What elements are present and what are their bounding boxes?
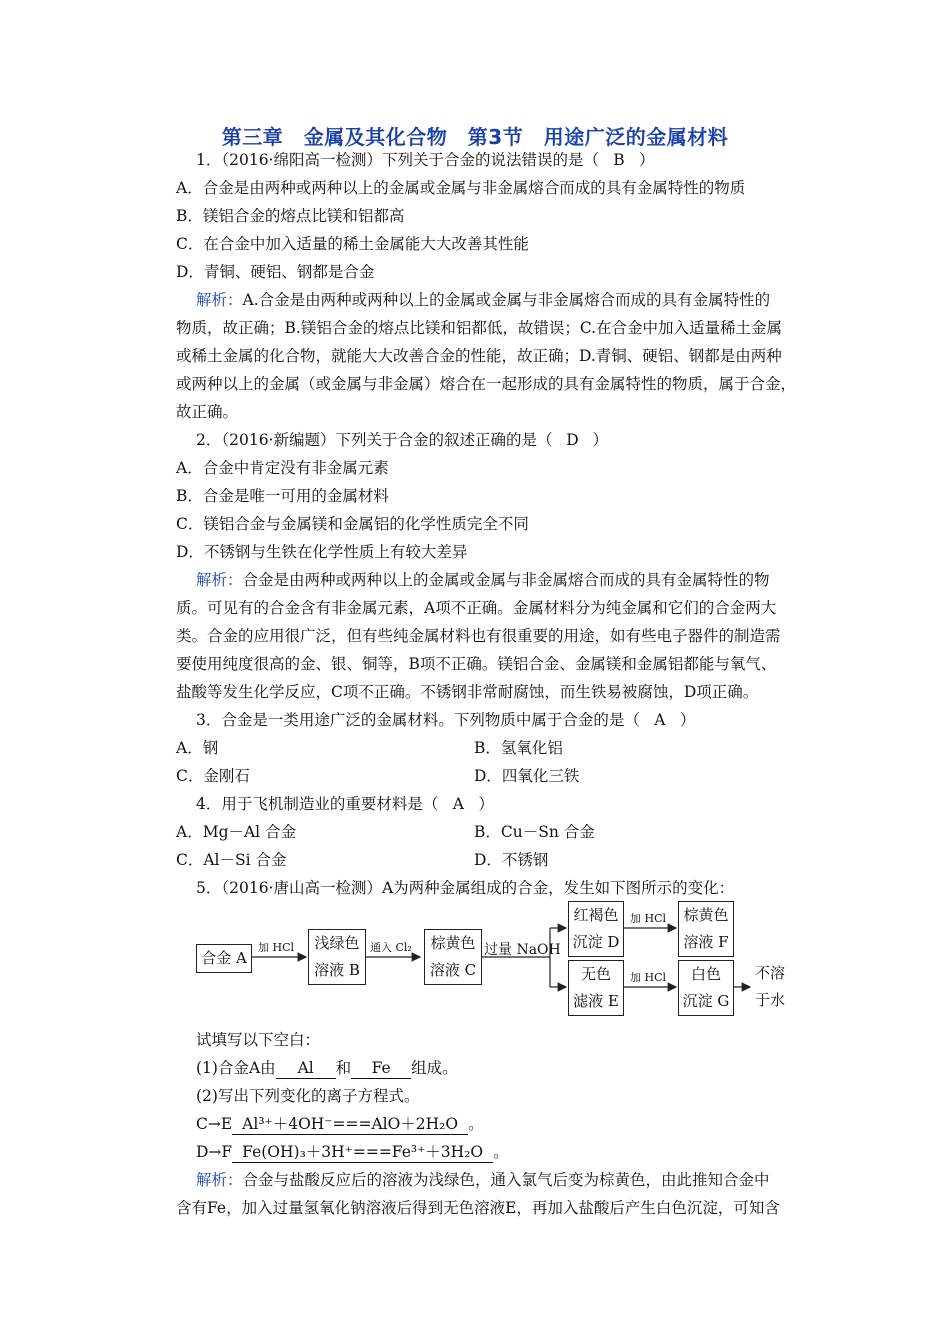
box-filtrate-e: 无色 滤液 E	[568, 960, 624, 1016]
analysis-label: 解析：	[196, 571, 243, 589]
q5-part1: (1)合金A由 Al 和 Fe 组成。	[196, 1059, 458, 1077]
q1-option-c: C．在合金中加入适量的稀土金属能大大改善其性能	[176, 235, 529, 253]
box-solution-b: 浅绿色 溶液 B	[308, 929, 366, 985]
q1-analysis-line: 解析：A.合金是由两种或两种以上的金属或金属与非金属熔合而成的具有金属特性的	[196, 291, 771, 309]
q1-option-b: B．镁铝合金的熔点比镁和铝都高	[176, 207, 405, 225]
answer-blank: Fe(OH)₃＋3H⁺===Fe³⁺＋3H₂O	[232, 1142, 493, 1163]
q2-analysis-line: 质。可见有的合金含有非金属元素，A项不正确。金属材料分为纯金属和它们的合金两大	[176, 599, 777, 617]
page-title: 第三章 金属及其化合物 第3节 用途广泛的金属材料	[221, 125, 729, 149]
q5-equation-df: D→F Fe(OH)₃＋3H⁺===Fe³⁺＋3H₂O 。	[196, 1143, 509, 1161]
q1-analysis-line: 或两种以上的金属（或金属与非金属）熔合在一起形成的具有金属特性的物质，属于合金，	[176, 375, 797, 393]
q4-option-a: A．Mg－Al 合金	[176, 823, 297, 841]
q4-option-b: B．Cu－Sn 合金	[474, 823, 595, 841]
q1-option-d: D．青铜、硬铝、钢都是合金	[176, 263, 375, 281]
q3-option-a: A．钢	[176, 739, 219, 757]
q3-option-b: B．氢氧化铝	[474, 739, 563, 757]
answer-blank: Al	[276, 1058, 336, 1079]
q2-option-b: B．合金是唯一可用的金属材料	[176, 487, 389, 505]
q5-equation-ce: C→E Al³⁺＋4OH⁻===AlO＋2H₂O 。	[196, 1115, 484, 1133]
box-solution-c: 棕黄色 溶液 C	[424, 929, 482, 985]
q2-answer: D	[566, 431, 579, 449]
result-insoluble: 不溶 于水	[752, 960, 788, 1014]
q5-fill-intro: 试填写以下空白：	[196, 1031, 321, 1049]
q3-option-d: D．四氧化三铁	[474, 767, 580, 785]
q3-option-c: C．金刚石	[176, 767, 250, 785]
q1-answer: B	[613, 151, 625, 169]
box-solution-f: 棕黄色 溶液 F	[678, 901, 734, 957]
q2-option-a: A．合金中肯定没有非金属元素	[176, 459, 389, 477]
q5-part2: (2)写出下列变化的离子方程式。	[196, 1087, 420, 1105]
q4-stem: 4．用于飞机制造业的重要材料是（ A ）	[196, 795, 494, 813]
box-precipitate-d: 红褐色 沉淀 D	[568, 901, 624, 957]
q2-analysis-line: 盐酸等发生化学反应，C项不正确。不锈钢非常耐腐蚀，而生铁易被腐蚀，D项正确。	[176, 683, 759, 701]
q2-option-c: C．镁铝合金与金属镁和金属铝的化学性质完全不同	[176, 515, 529, 533]
answer-blank: Al³⁺＋4OH⁻===AlO＋2H₂O	[232, 1114, 468, 1135]
analysis-label: 解析：	[196, 291, 243, 309]
q1-stem: 1．（2016·绵阳高一检测）下列关于合金的说法错误的是（ B ）	[196, 151, 655, 169]
q1-option-a: A．合金是由两种或两种以上的金属或金属与非金属熔合而成的具有金属特性的物质	[176, 179, 746, 197]
arrow-label: 加 HCl	[630, 971, 667, 984]
q3-answer: A	[654, 711, 666, 729]
q4-option-c: C．Al－Si 合金	[176, 851, 287, 869]
q4-answer: A	[452, 795, 464, 813]
q2-analysis-line: 类。合金的应用很广泛，但有些纯金属材料也有很重要的用途，如有些电子器件的制造需	[176, 627, 781, 645]
box-precipitate-g: 白色 沉淀 G	[678, 960, 734, 1016]
arrow-label: 加 HCl	[258, 941, 295, 954]
q5-stem: 5．（2016·唐山高一检测）A为两种金属组成的合金，发生如下图所示的变化：	[196, 879, 735, 897]
arrow-label: 通入 Cl₂	[370, 941, 412, 954]
q2-option-d: D．不锈钢与生铁在化学性质上有较大差异	[176, 543, 468, 561]
q1-analysis-line: 故正确。	[176, 403, 239, 421]
q1-analysis-line: 或稀土金属的化合物，就能大大改善合金的性能，故正确；D.青铜、硬铝、钢都是由两种	[176, 347, 782, 365]
q4-option-d: D．不锈钢	[474, 851, 549, 869]
answer-blank: Fe	[351, 1058, 411, 1079]
box-alloy-a: 合金 A	[196, 944, 252, 973]
q5-analysis-line: 解析：合金与盐酸反应后的溶液为浅绿色，通入氯气后变为棕黄色，由此推知合金中	[196, 1171, 770, 1189]
q3-stem: 3．合金是一类用途广泛的金属材料。下列物质中属于合金的是（ A ）	[196, 711, 696, 729]
q2-analysis-line: 要使用纯度很高的金、银、铜等，B项不正确。镁铝合金、金属镁和金属铝都能与氧气、	[176, 655, 777, 673]
arrow-label: 加 HCl	[630, 912, 667, 925]
q2-analysis-line: 解析：合金是由两种或两种以上的金属或金属与非金属熔合而成的具有金属特性的物	[196, 571, 770, 589]
q1-analysis-line: 物质，故正确；B.镁铝合金的熔点比镁和铝都低，故错误；C.在合金中加入适量稀土金属	[176, 319, 783, 337]
arrow-label: 过量 NaOH	[484, 942, 561, 958]
q2-stem: 2．（2016·新编题）下列关于合金的叙述正确的是（ D ）	[196, 431, 609, 449]
analysis-label: 解析：	[196, 1171, 243, 1189]
q5-analysis-line: 含有Fe，加入过量氢氧化钠溶液后得到无色溶液E，再加入盐酸后产生白色沉淀，可知含	[176, 1199, 780, 1217]
